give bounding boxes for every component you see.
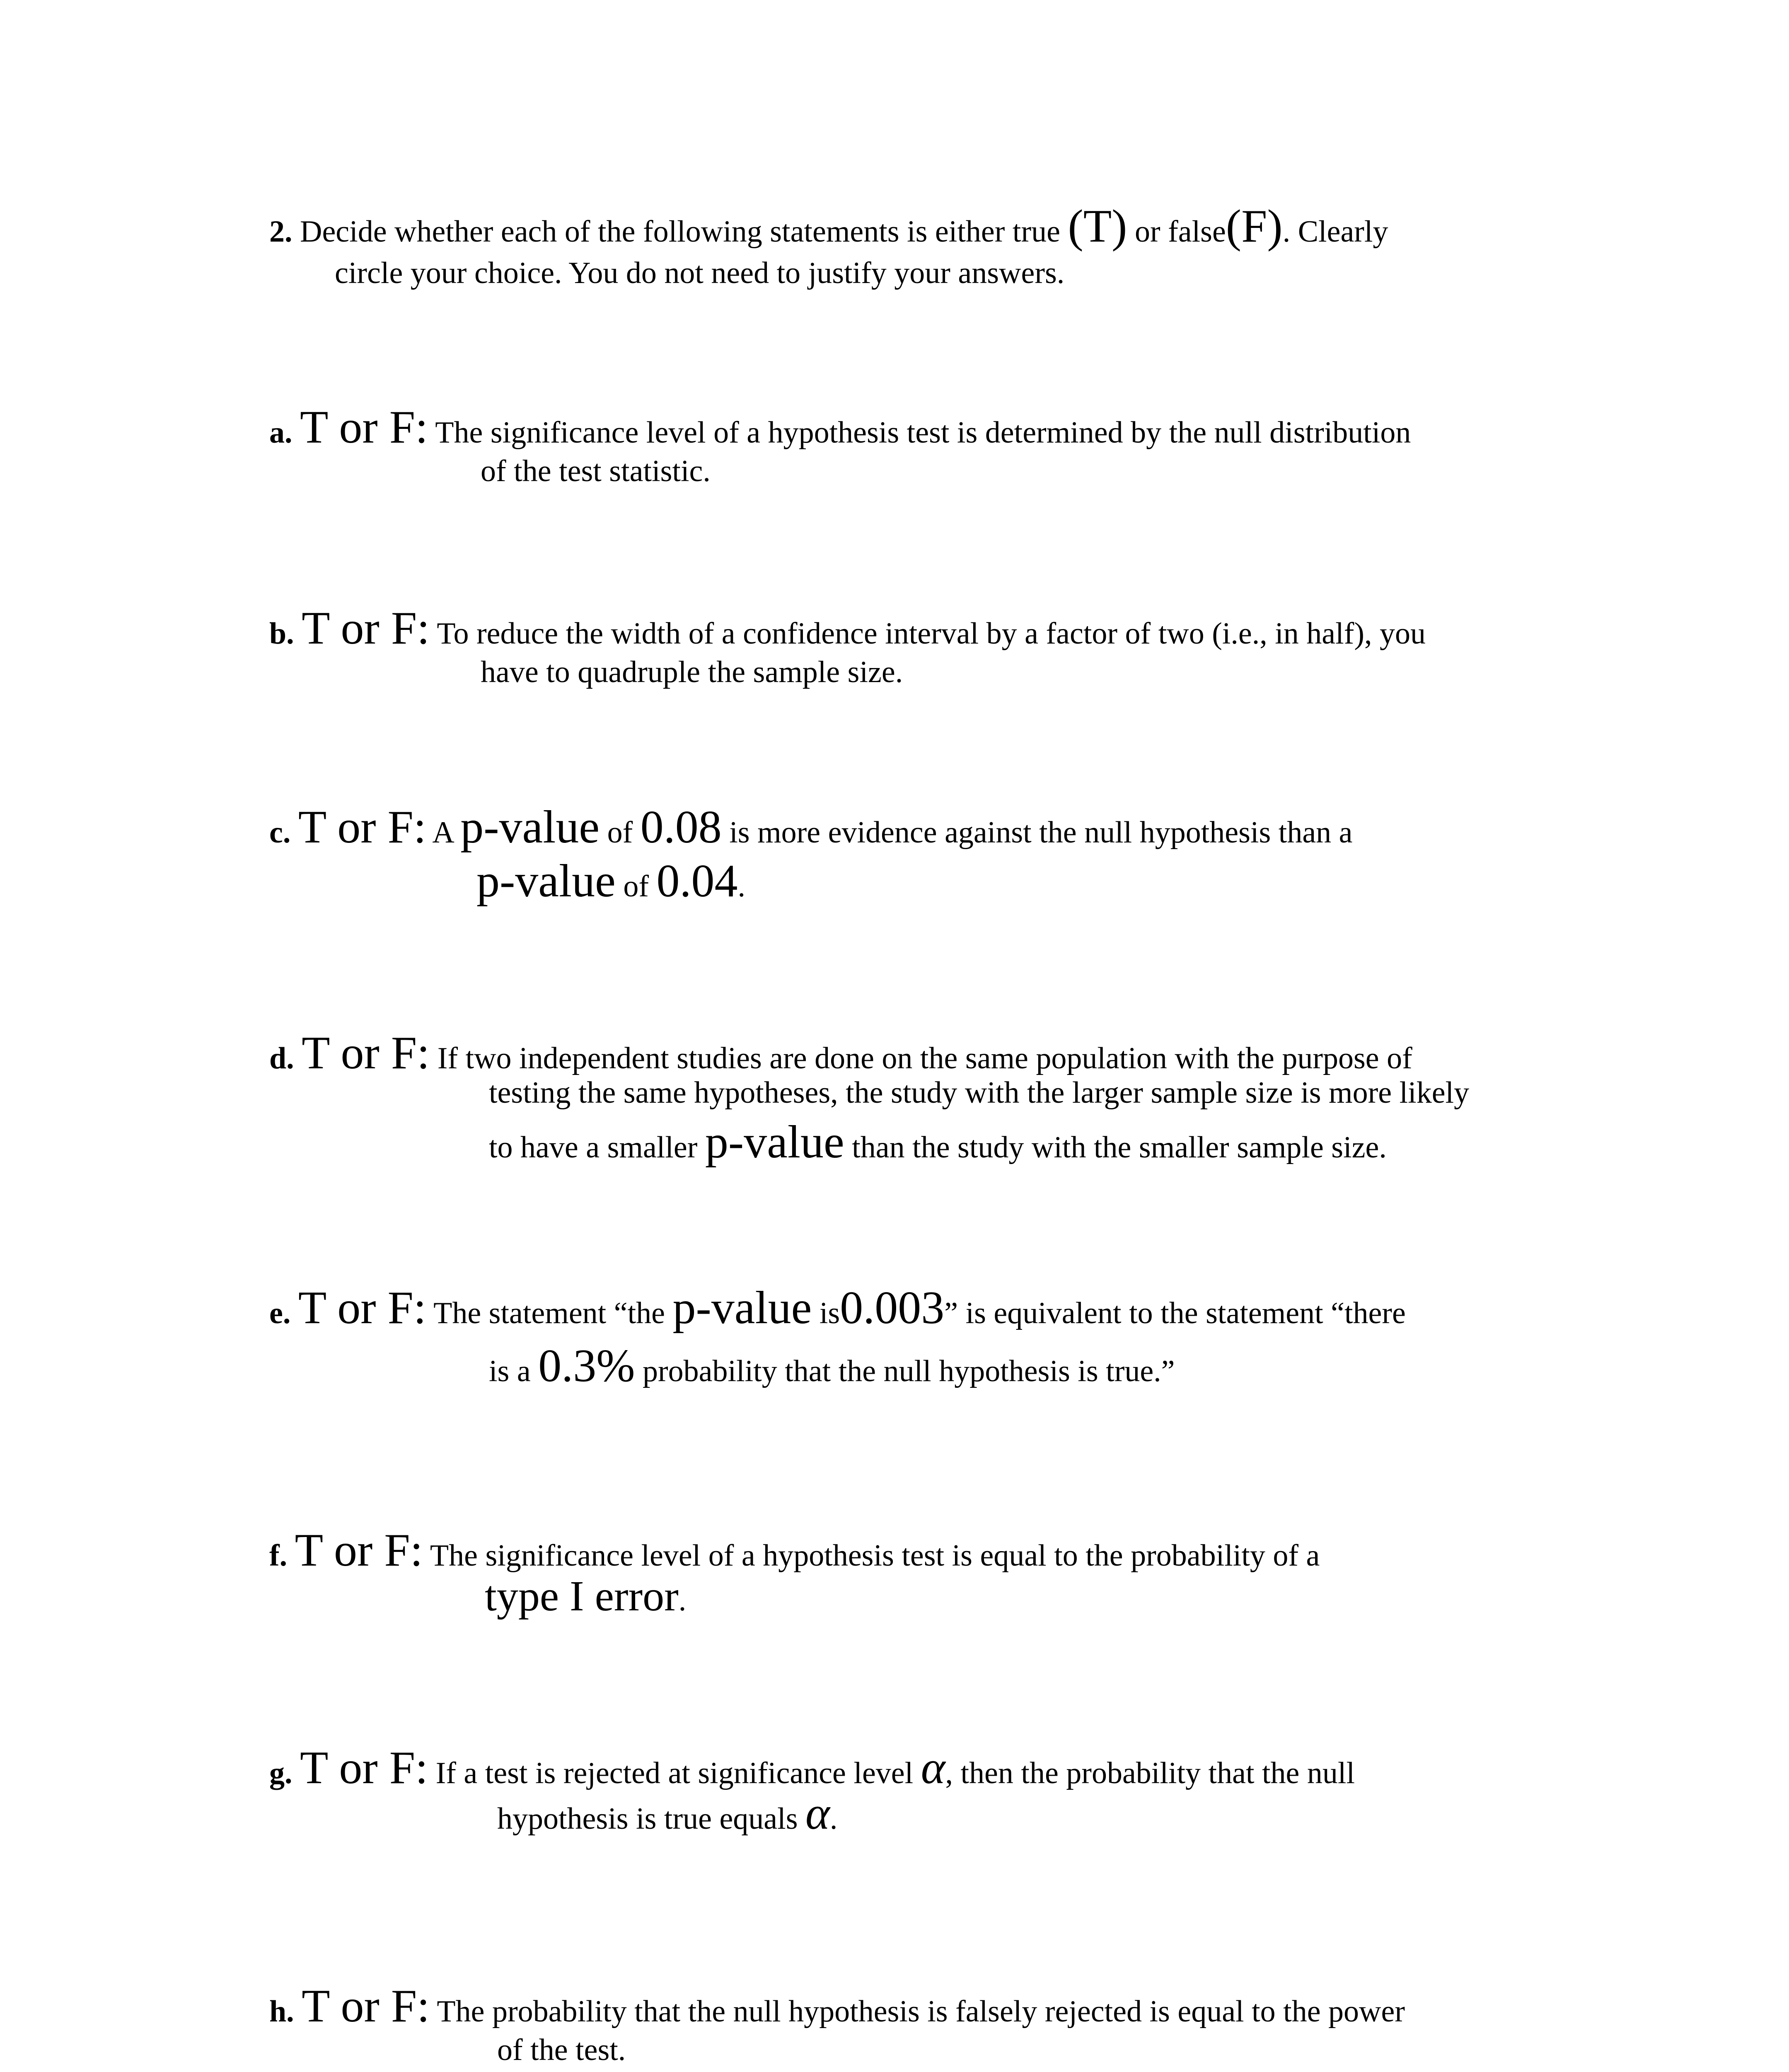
item-d-letter: d. [269,1041,294,1075]
intro-line-2: circle your choice. You do not need to justify your answers. [335,256,1065,290]
item-f-tf: T or F: [295,1525,423,1576]
false-symbol: (F) [1226,201,1283,252]
item-e-value: 0.003 [840,1282,945,1334]
item-b-line1: To reduce the width of a confidence interval by a factor of two (i.e., in half), you [437,617,1426,651]
item-c-pvalue-1: p-value [460,801,600,853]
item-h [269,1980,1405,2032]
item-c: c. T or F: A p-value of 0.08 is more evidence against the null hypothesis than a [269,801,1353,853]
item-d-line2: testing the same hypotheses, the study with the larger sample size is more likely [489,1076,1470,1110]
item-d-line3: to have a smaller p-value than the study with the smaller sample size. [489,1116,1387,1168]
item-a-tf: T or F: [300,402,428,453]
item-a-line1: The significance level of a hypothesis test is determined by the null distribution [435,416,1411,450]
item-e-percent: 0.3% [538,1340,635,1392]
item-e: e. T or F: The statement “the p-value is0.003” is equivalent to the statement “there [269,1282,1406,1334]
item-b-line2: have to quadruple the sample size. [481,655,903,689]
intro-text-1b: or false [1127,215,1226,249]
item-h-letter: h. [269,1995,294,2028]
item-d-tf: T or F: [302,1027,430,1079]
item-g-line2: hypothesis is true equals α. [497,1788,838,1839]
item-g-alpha-2: α [805,1788,830,1839]
item-e-pvalue: p-value [672,1282,812,1334]
item-f-line1: The significance level of a hypothesis test is equal to the probability of a [430,1539,1320,1573]
item-c-value-2: 0.04 [656,855,738,907]
intro-text-1a: Decide whether each of the following statements is either true [300,215,1068,249]
item-a-letter: a. [269,416,293,450]
item-b-tf: T or F: [302,603,430,654]
item-c-pvalue-2: p-value [476,855,616,907]
item-c-value-1: 0.08 [640,801,722,853]
item-f-letter: f. [269,1539,288,1573]
item-e-letter: e. [269,1296,291,1330]
item-c-letter: c. [269,816,291,850]
item-d-pvalue: p-value [705,1116,844,1168]
item-g-letter: g. [269,1756,293,1790]
item-h-tf: T or F: [302,1980,430,2032]
item-h-line1: The probability that the null hypothesis is falsely rejected is equal to the power [437,1995,1405,2028]
question-number: 2. [269,215,293,249]
item-f-line2: type I error. [485,1572,687,1620]
item-g-tf: T or F: [300,1742,428,1794]
item-b-letter: b. [269,617,294,651]
item-d-line1: If two independent studies are done on the same population with the purpose of [437,1041,1412,1075]
item-g-alpha-1: α [921,1742,945,1794]
item-c-tf: T or F: [298,801,426,853]
intro-line-1 [269,201,1388,252]
item-a-line2: of the test statistic. [481,454,711,488]
item-g: g. T or F: If a test is rejected at significance level α, then the probability that the null [269,1742,1355,1794]
item-a [269,402,1411,453]
intro-text-1c: . Clearly [1282,215,1388,249]
item-d [269,1027,1412,1079]
item-e-tf: T or F: [298,1282,426,1334]
item-e-line2: is a 0.3% probability that the null hypothesis is true.” [489,1340,1175,1392]
item-f [269,1525,1320,1576]
item-b [269,603,1426,654]
item-f-type-error: type I error [485,1572,679,1620]
item-h-line2: of the test. [497,2033,626,2067]
true-symbol: (T) [1068,201,1127,252]
item-c-line2: p-value of 0.04. [476,855,745,907]
